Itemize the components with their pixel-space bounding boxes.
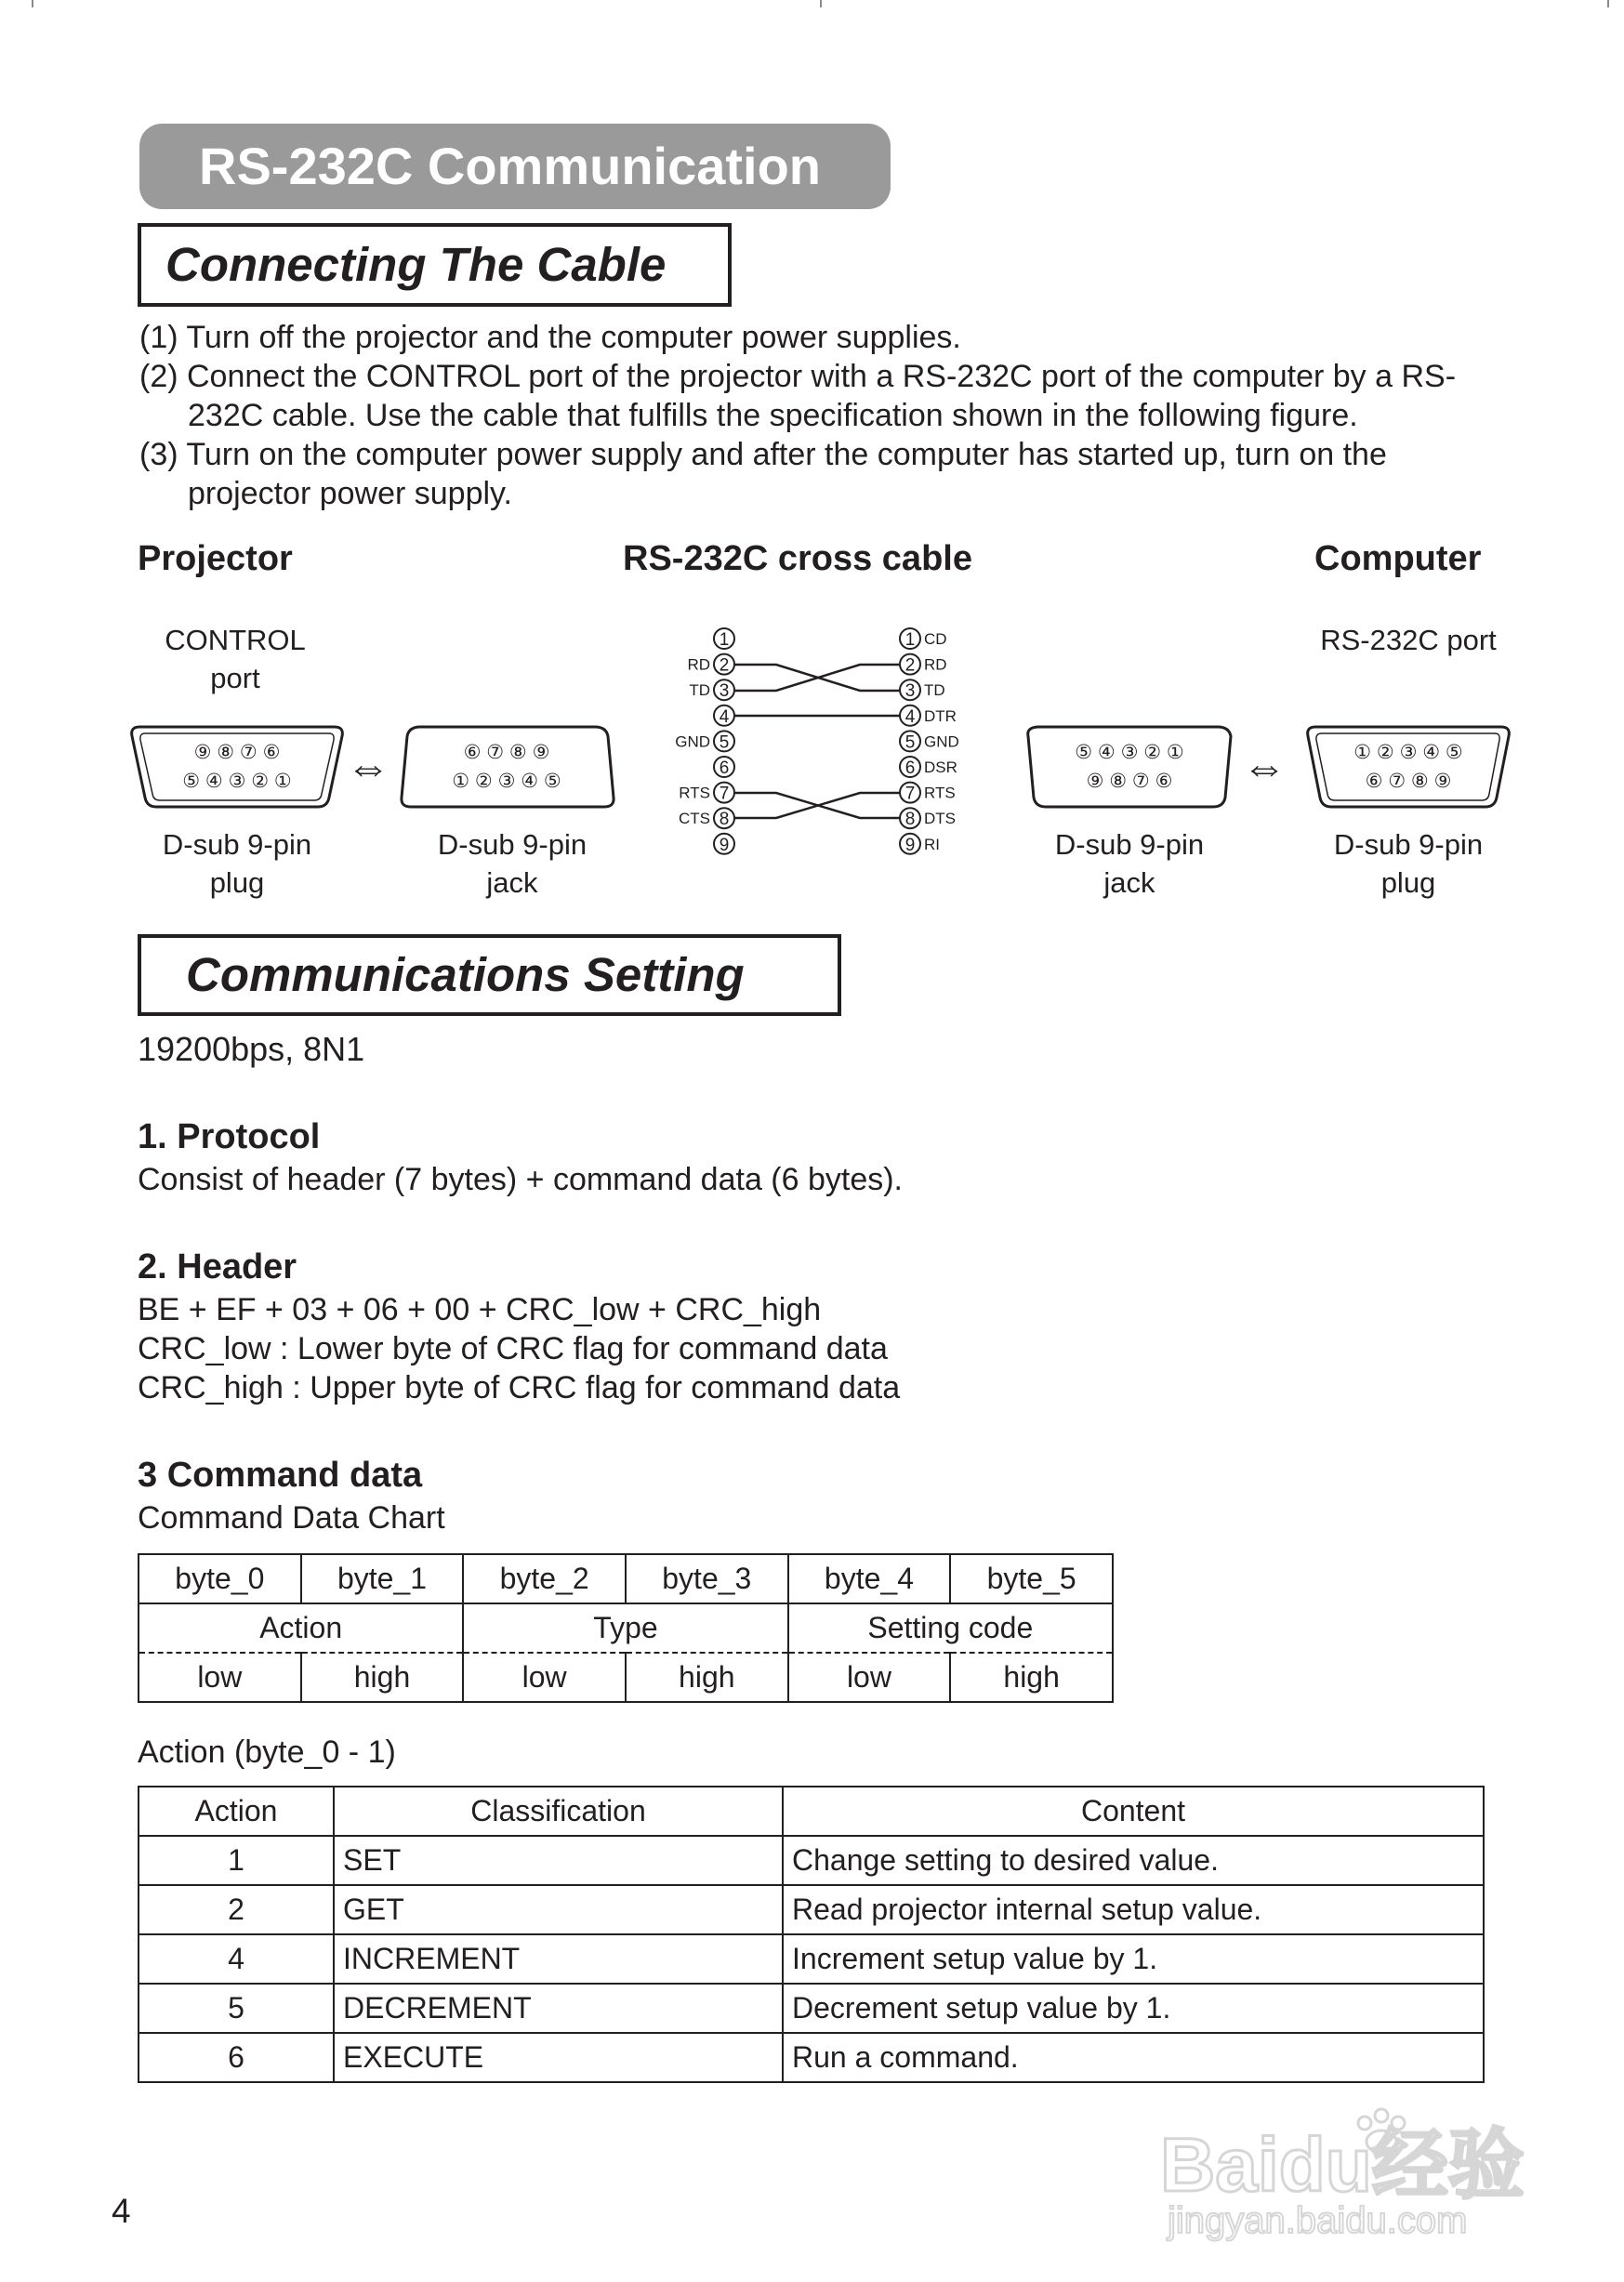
- pin-number: 7: [904, 784, 916, 804]
- table-cell: SET: [334, 1836, 783, 1885]
- pin-number: 2: [904, 655, 916, 676]
- step-3: (3) Turn on the computer power supply and after the computer has started up, turn on the: [139, 437, 1387, 472]
- table-cell: high: [950, 1653, 1113, 1702]
- pin-number: 4: [719, 706, 730, 727]
- pin-signal-label: DTS: [924, 810, 956, 828]
- table-cell: high: [626, 1653, 788, 1702]
- computer-plug-pins: ① ② ③ ④ ⑤ ⑥ ⑦ ⑧ ⑨: [1353, 742, 1463, 792]
- table-cell: byte_4: [788, 1554, 951, 1603]
- pin-signal-label: TD: [689, 681, 710, 700]
- pin-number: 1: [904, 630, 916, 650]
- table-cell: byte_5: [950, 1554, 1113, 1603]
- pin-number: 4: [904, 706, 916, 727]
- table-cell: byte_2: [463, 1554, 626, 1603]
- pin-signal-label: RD: [687, 655, 710, 674]
- svg-text:Baidu经验: Baidu经验: [1160, 2123, 1525, 2208]
- table-row: [139, 1836, 1484, 1885]
- pin-signal-label: RTS: [924, 784, 956, 802]
- crop-mark: [820, 0, 822, 7]
- table-cell: Increment setup value by 1.: [783, 1934, 1484, 1984]
- computer-plug-caption: D-sub 9-pin plug: [1333, 828, 1484, 899]
- table-cell: low: [139, 1653, 301, 1702]
- pin-number: 1: [719, 630, 730, 650]
- projector-plug-pins: ⑨ ⑧ ⑦ ⑥ ⑤ ④ ③ ② ①: [182, 742, 292, 792]
- page-number: 4: [112, 2192, 131, 2230]
- computer-heading: Computer: [1314, 539, 1482, 578]
- table-cell: 1: [139, 1836, 334, 1885]
- pin-number: 6: [904, 758, 916, 778]
- command-chart-title: Command Data Chart: [138, 1500, 445, 1536]
- comm-setting-value: 19200bps, 8N1: [138, 1030, 365, 1068]
- pin-number: 7: [719, 784, 730, 804]
- pin-number: 6: [719, 758, 730, 778]
- pin-signal-label: CD: [924, 630, 947, 648]
- header-line: CRC_low : Lower byte of CRC flag for command data: [138, 1331, 888, 1366]
- action-table-title: Action (byte_0 - 1): [138, 1735, 396, 1770]
- projector-jack-caption: D-sub 9-pin jack: [437, 828, 588, 899]
- crop-mark: [32, 0, 33, 7]
- table-cell: GET: [334, 1885, 783, 1934]
- section-heading-connecting: Connecting The Cable: [138, 223, 732, 307]
- computer-jack-pins: ⑤ ④ ③ ② ① ⑨ ⑧ ⑦ ⑥: [1075, 742, 1184, 792]
- computer-jack-caption: D-sub 9-pin jack: [1054, 828, 1205, 899]
- pin-signal-label: DTR: [924, 706, 957, 725]
- page-title: RS-232C Communication: [139, 124, 891, 209]
- pin-number: 8: [904, 810, 916, 830]
- table-cell: DECREMENT: [334, 1984, 783, 2033]
- table-cell: EXECUTE: [334, 2033, 783, 2082]
- command-data-chart: [138, 1553, 1114, 1703]
- table-row: [139, 2033, 1484, 2082]
- pin-signal-label: RD: [924, 655, 947, 674]
- rs232c-port-label: RS-232C port: [1320, 624, 1497, 656]
- svg-text:jingyan.baidu.com: jingyan.baidu.com: [1168, 2200, 1468, 2241]
- table-cell: byte_3: [626, 1554, 788, 1603]
- crop-mark: [1607, 0, 1609, 7]
- table-row: [139, 1885, 1484, 1934]
- table-cell: 5: [139, 1984, 334, 2033]
- table-cell: Setting code: [788, 1603, 1113, 1653]
- pin-number: 2: [719, 655, 730, 676]
- connect-arrow-icon: ⇔: [346, 743, 390, 792]
- section-heading-communications: Communications Setting: [138, 934, 841, 1016]
- projector-jack-pins: ⑥ ⑦ ⑧ ⑨ ① ② ③ ④ ⑤: [452, 742, 561, 792]
- protocol-text: Consist of header (7 bytes) + command data (6 bytes).: [138, 1162, 904, 1197]
- table-header-row: [139, 1787, 1484, 1836]
- table-cell: Run a command.: [783, 2033, 1484, 2082]
- step-2-cont: 232C cable. Use the cable that fulfills the specification shown in the following figure.: [188, 398, 1358, 433]
- pin-number: 3: [719, 681, 730, 702]
- table-cell: low: [788, 1653, 951, 1702]
- pin-signal-label: GND: [924, 732, 959, 751]
- pin-signal-label: CTS: [679, 810, 710, 828]
- pin-signal-label: TD: [924, 681, 945, 700]
- pin-number: 9: [904, 835, 916, 855]
- table-cell: Decrement setup value by 1.: [783, 1984, 1484, 2033]
- pin-number: 8: [719, 810, 730, 830]
- pin-number: 5: [719, 732, 730, 753]
- table-cell: INCREMENT: [334, 1934, 783, 1984]
- baidu-watermark-logo: [1160, 2103, 1551, 2242]
- table-cell: low: [463, 1653, 626, 1702]
- control-port-label: CONTROL port: [165, 624, 306, 694]
- table-cell: Type: [463, 1603, 787, 1653]
- cable-wires: [734, 665, 900, 818]
- table-header-cell: Action: [139, 1787, 334, 1836]
- connect-arrow-icon: ⇔: [1242, 743, 1287, 792]
- projector-heading: Projector: [138, 539, 293, 578]
- cable-heading: RS-232C cross cable: [623, 539, 972, 578]
- table-cell: 2: [139, 1885, 334, 1934]
- pin-number: 3: [904, 681, 916, 702]
- pin-signal-label: RTS: [679, 784, 710, 802]
- left-pin-column: [675, 628, 734, 855]
- table-cell: byte_1: [301, 1554, 464, 1603]
- table-row: [139, 1934, 1484, 1984]
- table-cell: Read projector internal setup value.: [783, 1885, 1484, 1934]
- table-cell: 6: [139, 2033, 334, 2082]
- table-header-cell: Classification: [334, 1787, 783, 1836]
- step-3-cont: projector power supply.: [188, 476, 512, 511]
- table-row: [139, 1984, 1484, 2033]
- header-line: BE + EF + 03 + 06 + 00 + CRC_low + CRC_high: [138, 1292, 822, 1327]
- table-row: [139, 1653, 1113, 1702]
- pin-number: 9: [719, 835, 730, 855]
- table-cell: byte_0: [139, 1554, 301, 1603]
- cross-cable-diagram: [651, 621, 985, 867]
- protocol-heading: 1. Protocol: [138, 1117, 321, 1156]
- pin-number: 5: [904, 732, 916, 753]
- step-2: (2) Connect the CONTROL port of the projector with a RS-232C port of the computer by a RS-: [139, 359, 1457, 394]
- pin-signal-label: DSR: [924, 758, 957, 776]
- action-table: [138, 1786, 1485, 2083]
- right-pin-column: [900, 628, 959, 855]
- instruction-steps: [139, 318, 1456, 513]
- header-line: CRC_high : Upper byte of CRC flag for command data: [138, 1370, 901, 1405]
- table-cell: high: [301, 1653, 464, 1702]
- table-row: [139, 1603, 1113, 1653]
- pin-signal-label: GND: [675, 732, 710, 751]
- table-header-cell: Content: [783, 1787, 1484, 1836]
- step-1: (1) Turn off the projector and the computer power supplies.: [139, 320, 961, 355]
- table-cell: Action: [139, 1603, 463, 1653]
- header-heading: 2. Header: [138, 1247, 297, 1286]
- projector-plug-caption: D-sub 9-pin plug: [162, 828, 312, 899]
- table-row: [139, 1554, 1113, 1603]
- pin-signal-label: RI: [924, 835, 940, 853]
- header-lines: [138, 1290, 900, 1407]
- command-heading: 3 Command data: [138, 1456, 423, 1495]
- table-cell: Change setting to desired value.: [783, 1836, 1484, 1885]
- table-cell: 4: [139, 1934, 334, 1984]
